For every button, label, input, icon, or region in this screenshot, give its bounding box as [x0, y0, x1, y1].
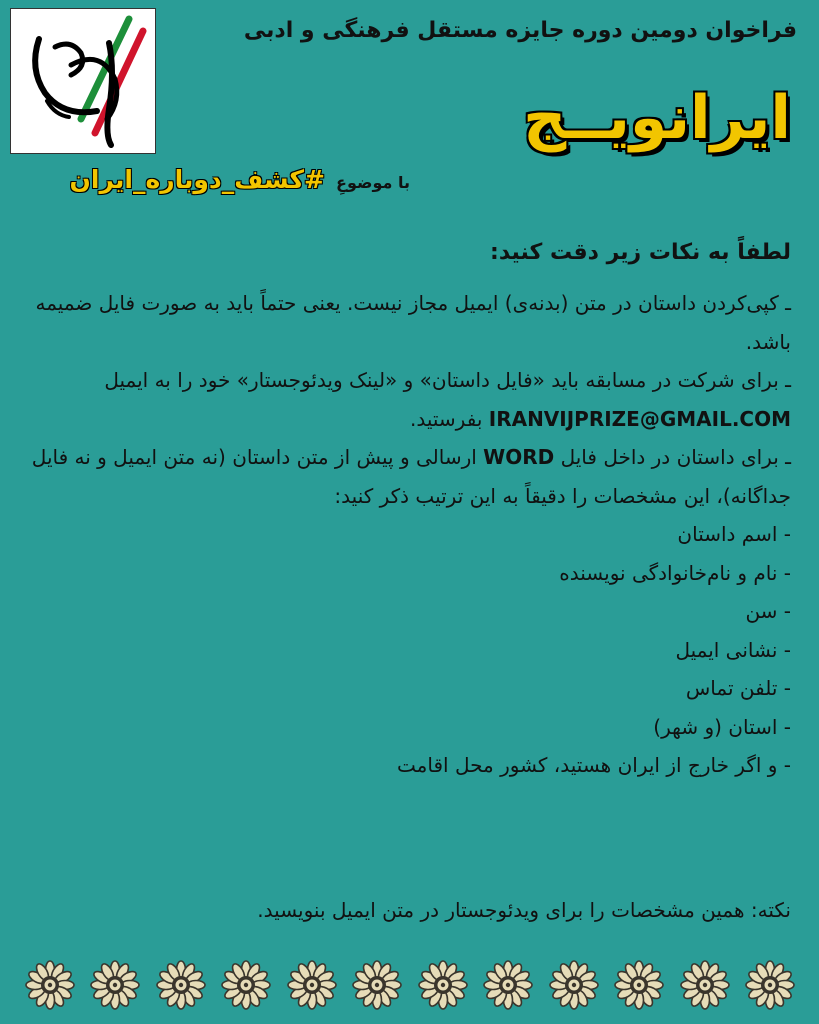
- iranvij-logo: [10, 8, 156, 154]
- floral-rosette-icon: [680, 960, 730, 1010]
- note-item-email-after: بفرستید.: [409, 406, 489, 431]
- floral-rosette-icon: [614, 960, 664, 1010]
- ornament-border: [25, 958, 795, 1012]
- floral-rosette-icon: [221, 960, 271, 1010]
- contact-email: IRANVIJPRIZE@GMAIL.COM: [488, 406, 791, 431]
- notes-list: [29, 284, 791, 785]
- floral-rosette-icon: [90, 960, 140, 1010]
- floral-rosette-icon: [25, 960, 75, 1010]
- floral-rosette-icon: [483, 960, 533, 1010]
- floral-rosette-icon: [352, 960, 402, 1010]
- note-item-fields: [29, 438, 791, 515]
- field-email: - نشانی ایمیل: [675, 637, 791, 662]
- prize-name: ایرانویــج: [523, 83, 791, 153]
- note-item-fields-after: ارسالی و پیش از متن داستان (نه متن ایمیل و نه فایل جداگانه)، این مشخصات را دقیقاً به این ترتیب ذکر کنید:: [31, 445, 791, 508]
- field-story-title: - اسم داستان: [677, 522, 791, 546]
- calligraphy-logo-icon: [11, 9, 155, 153]
- floral-rosette-icon: [287, 960, 337, 1010]
- note-item-email: [29, 361, 791, 438]
- subject-label: با موضوعِ: [336, 173, 410, 192]
- field-age: - سن: [745, 599, 791, 623]
- note-item-email-before: ـ برای شرکت در مسابقه باید «فایل داستان» و «لینک ویدئوجستار» خود را به ایمیل: [104, 368, 791, 392]
- field-phone: - تلفن تماس: [685, 676, 791, 700]
- field-country: - و اگر خارج از ایران هستید، کشور محل اقامت: [397, 753, 791, 777]
- floral-rosette-icon: [418, 960, 468, 1010]
- notes-heading: لطفاً به نکات زیر دقت کنید:: [490, 240, 791, 265]
- floral-rosette-icon: [549, 960, 599, 1010]
- subject-hashtag: #کشف_دوباره_ایران: [69, 165, 325, 194]
- floral-rosette-icon: [156, 960, 206, 1010]
- note-item-fields-before: ـ برای داستان در داخل فایل: [554, 445, 791, 469]
- note-item-attachment: ـ کپی‌کردن داستان در متن (بدنه‌ی) ایمیل مجاز نیست. یعنی حتماً باید به صورت فایل ضمیمه باشد.: [35, 291, 791, 354]
- footnote: نکته: همین مشخصات را برای ویدئوجستار در متن ایمیل بنویسید.: [257, 898, 791, 922]
- field-province: - استان (و شهر): [653, 714, 791, 739]
- field-author-name: - نام و نام‌خانوادگی نویسنده: [559, 560, 791, 585]
- subject-line: [30, 165, 410, 194]
- word-file-label: WORD: [483, 445, 555, 469]
- floral-rosette-icon: [745, 960, 795, 1010]
- call-title: فراخوان دومین دوره جایزه مستقل فرهنگی و ادبی: [243, 18, 797, 43]
